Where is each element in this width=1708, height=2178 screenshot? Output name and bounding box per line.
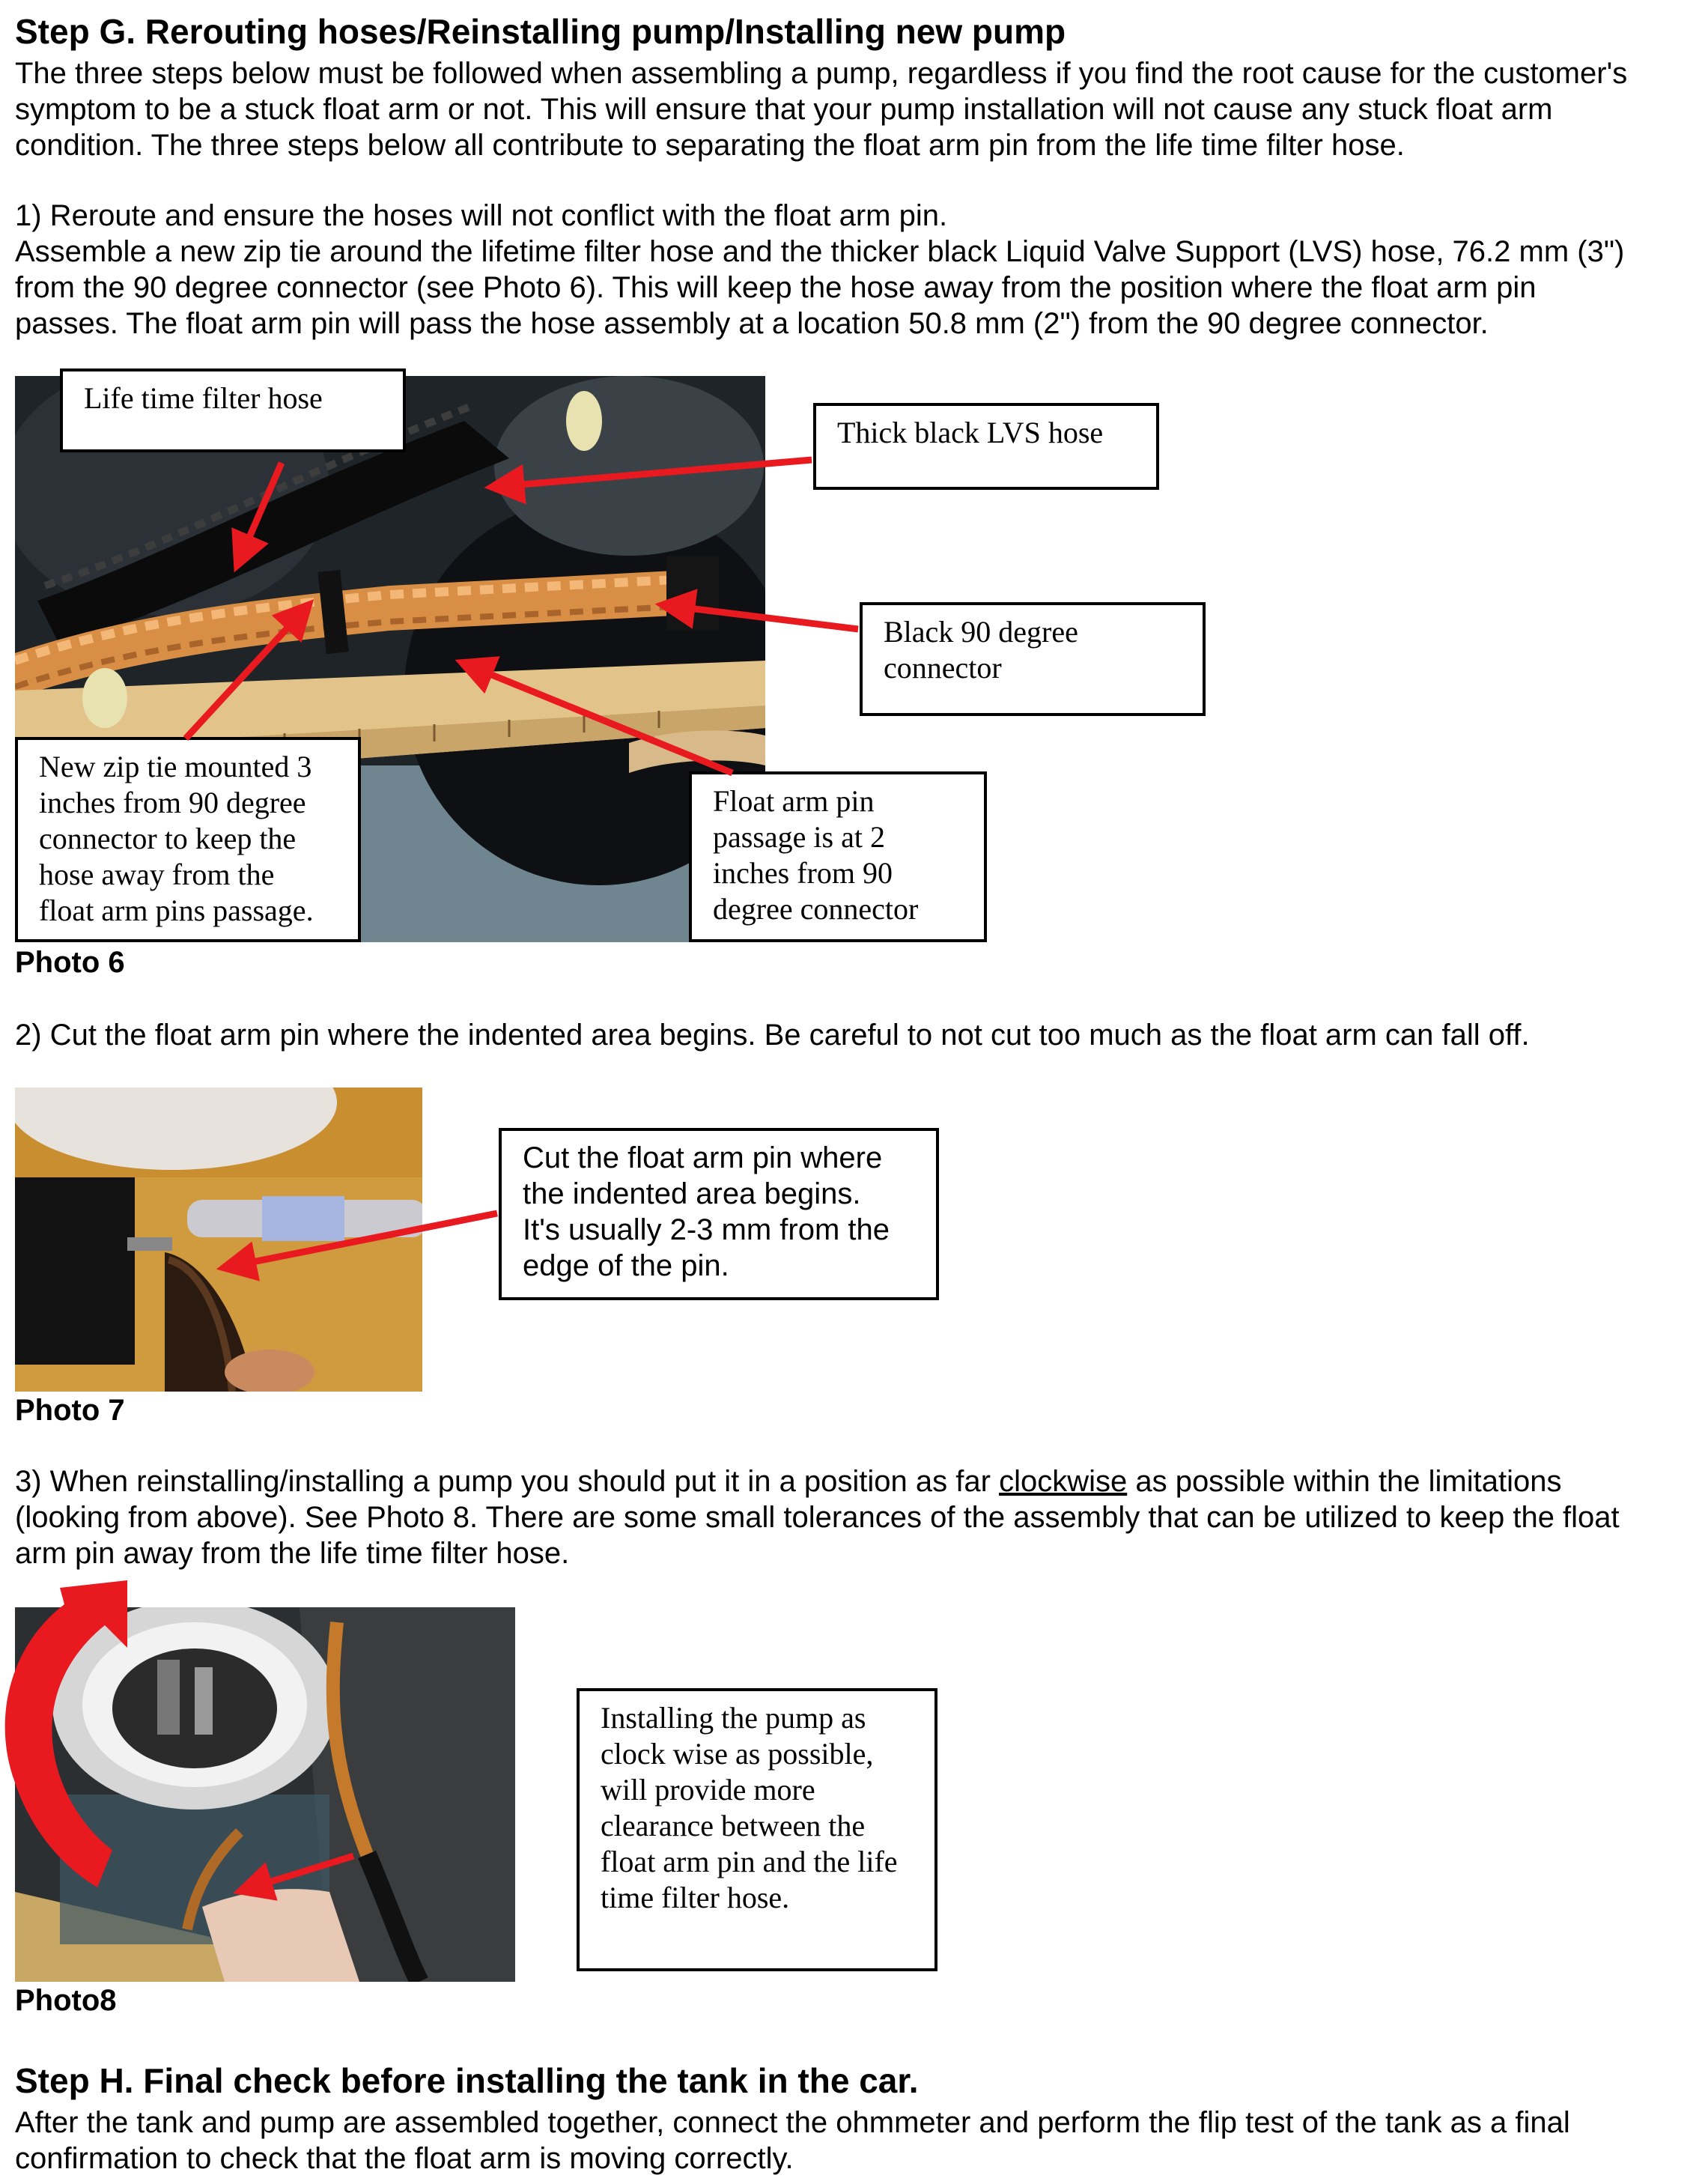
photo-7-callout-line-3: It's usually 2-3 mm from the: [523, 1213, 890, 1246]
step-h-line-2: confirmation to check that the float arm is moving correctly.: [15, 2142, 794, 2175]
step1-line-4: passes. The float arm pin will pass the hose assembly at a location 50.8 mm (2") from the 90 degree connector.: [15, 307, 1489, 340]
callout-connector-line-1: Black 90 degree: [884, 615, 1078, 649]
callout-filter-hose: [60, 368, 406, 452]
callout-pin-passage-line-2: passage is at 2: [713, 820, 885, 854]
photo-8-callout-line-4: clearance between the: [601, 1809, 866, 1842]
callout-zip-tie-line-1: New zip tie mounted 3: [39, 750, 312, 783]
photo-7-callout-line-4: edge of the pin.: [523, 1249, 729, 1282]
step3-clockwise: clockwise: [999, 1465, 1128, 1498]
step3-line-1: [15, 1463, 1562, 1499]
step1-line-3: from the 90 degree connector (see Photo 6). This will keep the hose away from the position where the float arm pin: [15, 271, 1537, 304]
callout-lvs-hose: [813, 403, 1159, 490]
callout-connector-line-2: connector: [884, 651, 1002, 685]
photo-8-callout-line-5: float arm pin and the life: [601, 1845, 898, 1878]
step-g-title: Step G. Rerouting hoses/Reinstalling pump/Installing new pump: [15, 12, 1066, 51]
photo-8-callout-line-6: time filter hose.: [601, 1881, 790, 1914]
callout-lvs-hose-line: Thick black LVS hose: [837, 416, 1104, 449]
step2-text: 2) Cut the float arm pin where the indented area begins. Be careful to not cut too much as the float arm can fall off.: [15, 1019, 1530, 1052]
photo-8-image: [15, 1607, 515, 1982]
photo-8-callout: [577, 1688, 937, 1971]
step-h-title: Step H. Final check before installing the tank in the car.: [15, 2061, 919, 2100]
photo-7-callout: [499, 1128, 939, 1300]
photo-8-callout-line-2: clock wise as possible,: [601, 1737, 874, 1771]
photo-7-callout-line-2: the indented area begins.: [523, 1177, 861, 1210]
callout-zip-tie: [15, 737, 361, 942]
callout-zip-tie-line-4: hose away from the: [39, 858, 275, 891]
photo-8-callout-line-1: Installing the pump as: [601, 1701, 866, 1735]
callout-pin-passage-line-3: inches from 90: [713, 856, 893, 890]
callout-zip-tie-line-5: float arm pins passage.: [39, 894, 314, 927]
photo-8-callout-line-3: will provide more: [601, 1773, 815, 1807]
step1-line-2: Assemble a new zip tie around the lifetime filter hose and the thicker black Liquid Valve Support (LVS) hose, 76.2 mm (3"): [15, 235, 1625, 268]
intro-line-1: The three steps below must be followed when assembling a pump, regardless if you find the root cause for the customer's: [15, 57, 1628, 90]
step3-line-1-start: 3) When reinstalling/installing a pump you should put it in a position as far: [15, 1465, 1000, 1498]
step3-line-1-end: as possible within the limitations: [1127, 1465, 1562, 1498]
step3-line-2: (looking from above). See Photo 8. There are some small tolerances of the assembly that can be utilized to keep the float: [15, 1501, 1620, 1534]
callout-zip-tie-line-3: connector to keep the: [39, 822, 297, 855]
callout-pin-passage-line-1: Float arm pin: [713, 784, 875, 818]
step3-line-3: arm pin away from the life time filter hose.: [15, 1537, 570, 1570]
step1-line-1: 1) Reroute and ensure the hoses will not conflict with the float arm pin.: [15, 199, 948, 232]
photo-7-image: [15, 1088, 422, 1392]
intro-line-2: symptom to be a stuck float arm or not. This will ensure that your pump installation will not cause any stuck float arm: [15, 93, 1553, 126]
photo-7-caption: Photo 7: [15, 1394, 125, 1427]
intro-line-3: condition. The three steps below all contribute to separating the float arm pin from the life time filter hose.: [15, 129, 1405, 162]
step-h-line-1: After the tank and pump are assembled together, connect the ohmmeter and perform the flip test of the tank as a final: [15, 2106, 1570, 2139]
photo-7-callout-line-1: Cut the float arm pin where: [523, 1141, 883, 1174]
callout-zip-tie-line-2: inches from 90 degree: [39, 786, 306, 819]
callout-filter-hose-line: Life time filter hose: [84, 381, 323, 415]
callout-pin-passage-line-4: degree connector: [713, 892, 919, 926]
callout-pin-passage: [689, 771, 987, 942]
callout-connector: [860, 602, 1206, 716]
photo-6-caption: Photo 6: [15, 946, 125, 979]
photo-8-caption: Photo8: [15, 1984, 117, 2017]
